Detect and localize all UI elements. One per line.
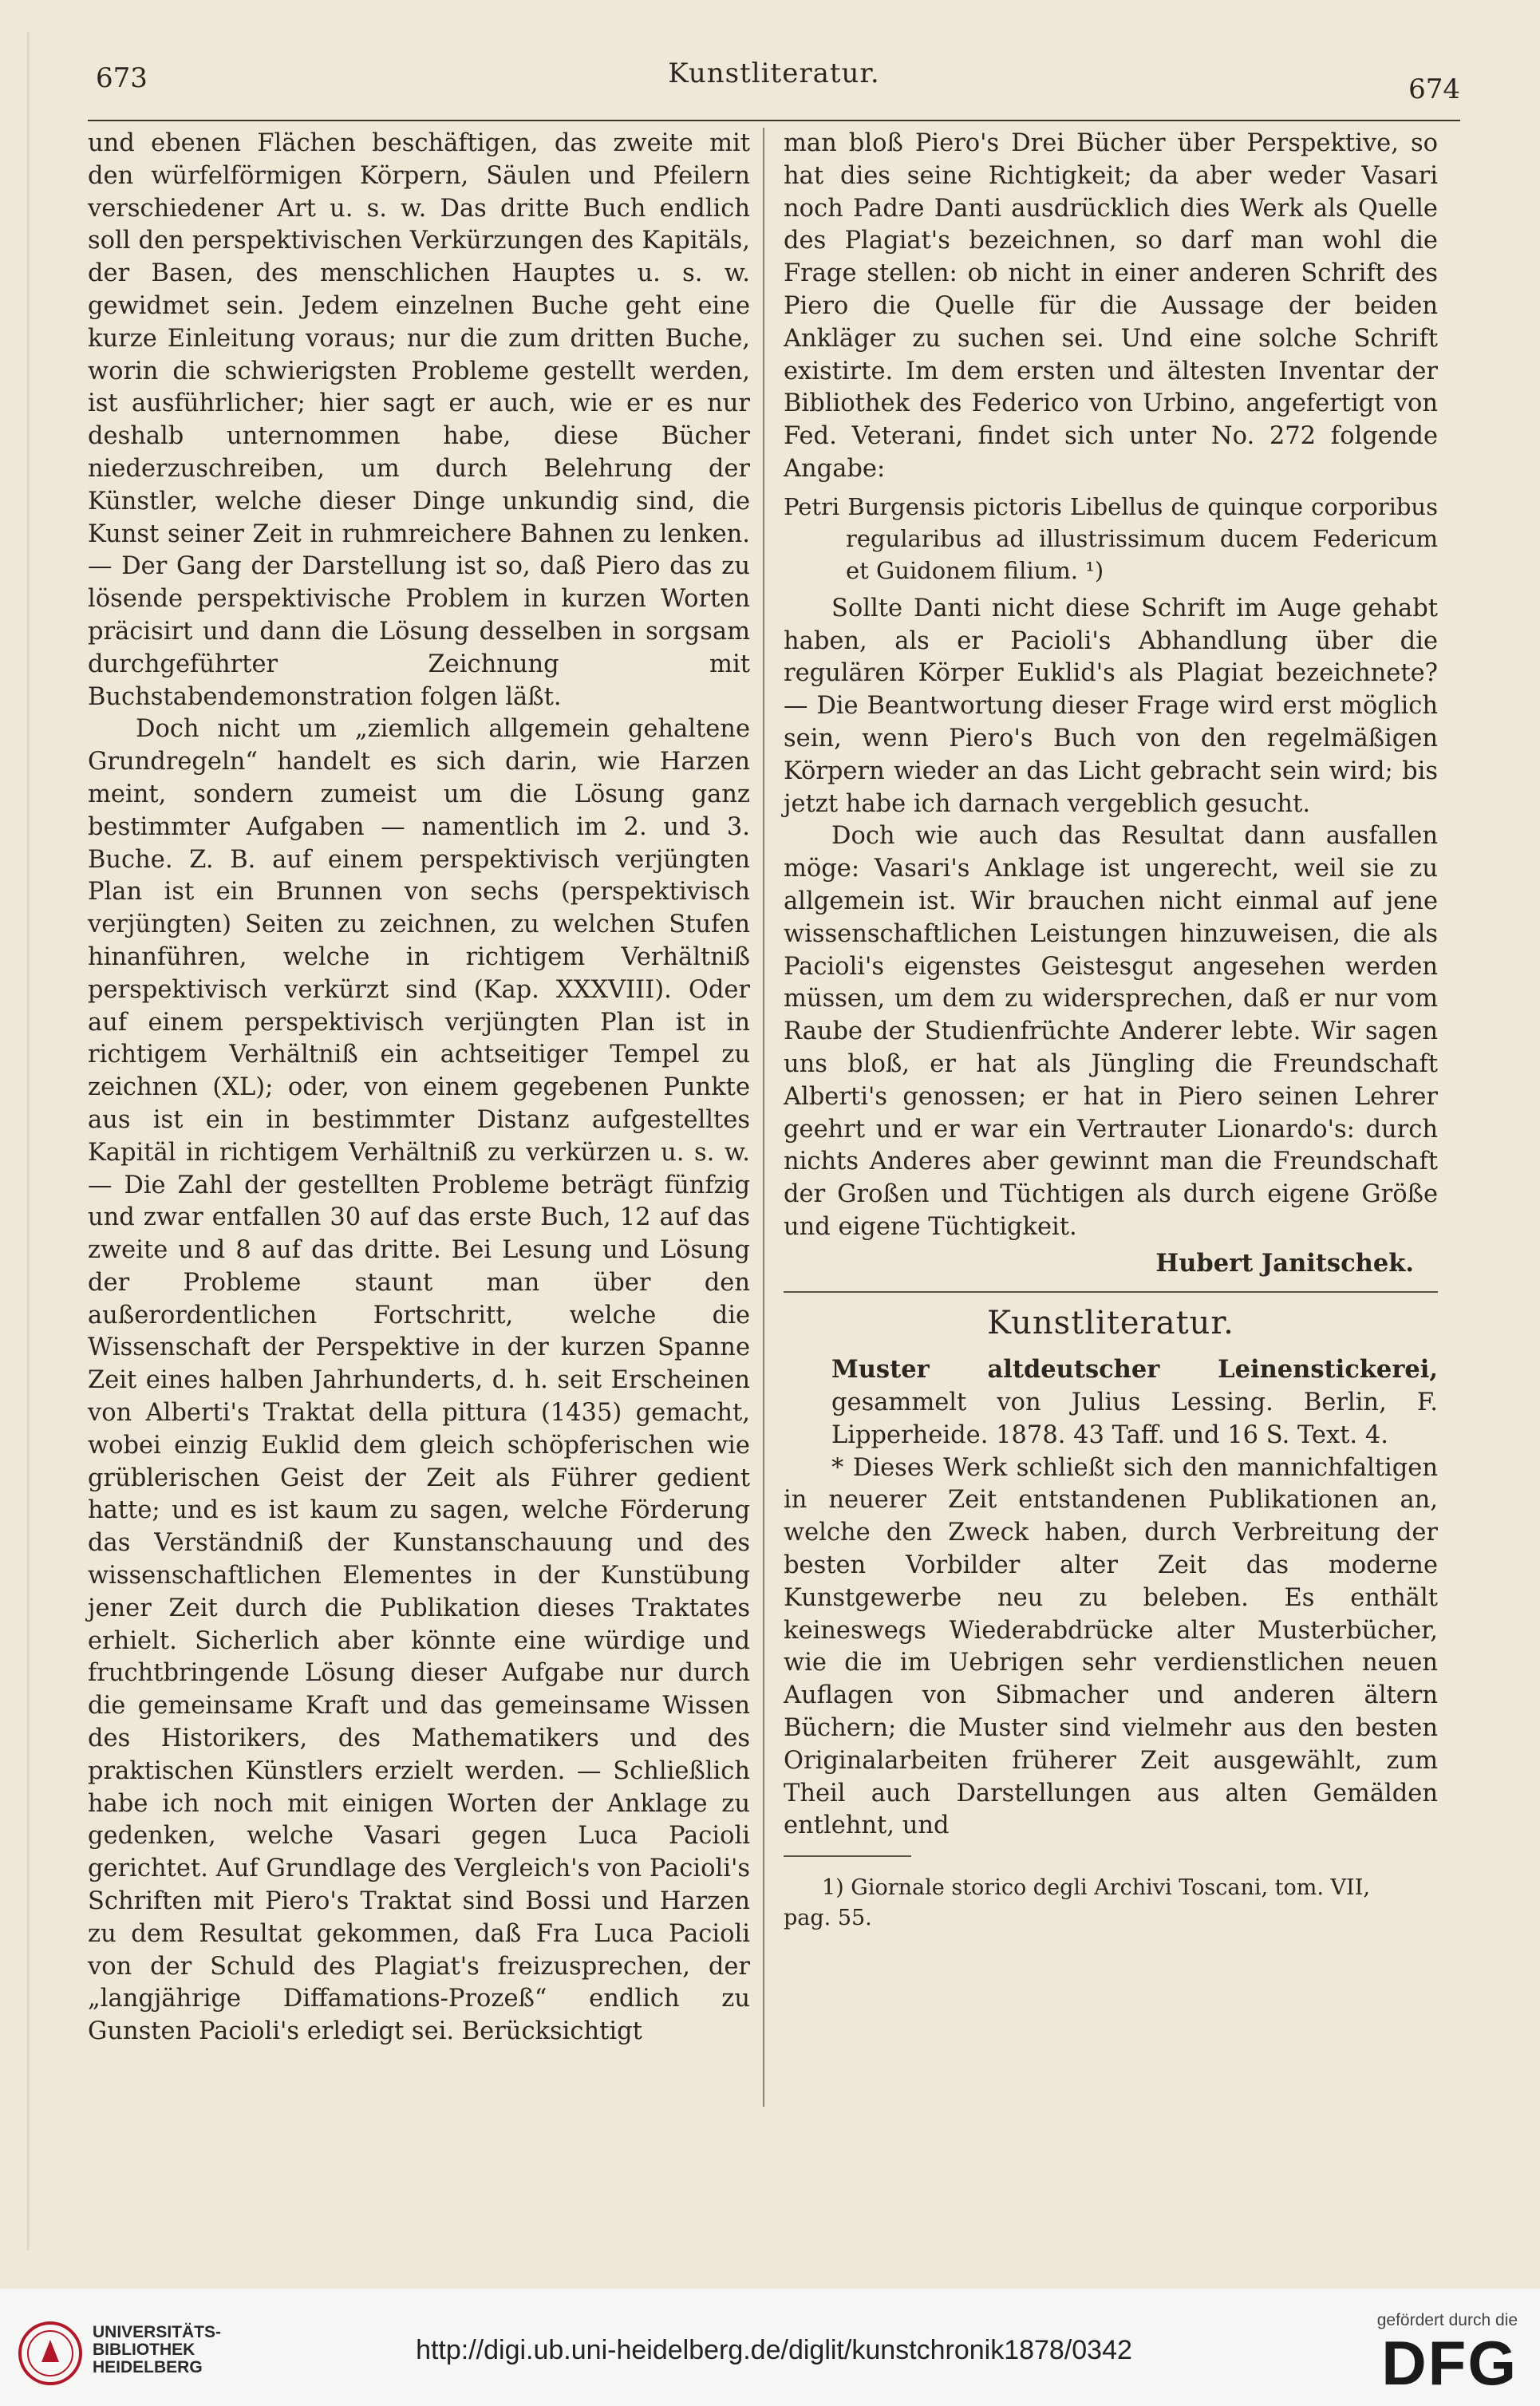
left-paragraph-2: Doch nicht um „ziemlich allgemein gehaltene Grundregeln“ handelt es sich darin, wie Harzen meint, sondern zumeist um die Lösung ganz bestimmter Aufgaben — namentlich im 2. und 3. Buche. Z. B. auf einem perspektivisch verjüngten Plan ist ein Brunnen von sechs (perspektivisch verjüngten) Seiten zu zeichnen, zu welchen Stufen hinanführen, welche in richtigem Verhältniß perspektivisch verkürzt sind (Kap. XXXVIII). Oder auf einem perspektivisch verjüngten Plan ist in richtigem Verhältniß ein achtseitiger Tempel zu zeichnen (XL); oder, von einem gegebenen Punkte aus ist ein in bestimmter Distanz aufgestelltes Kapitäl in richtigem Verhältniß zu verkürzen u. s. w. — Die Zahl der gestellten Probleme beträgt fünfzig und zwar entfallen 30 auf das erste Buch, 12 auf das zweite und 8 auf das dritte. Bei Lesung und Lösung der Probleme staunt man über den außerordentlichen Fortschritt, welche die Wissenschaft der Perspektive in der kurzen Spanne Zeit eines halben Jahrhunderts, d. h. seit Erscheinen von Alberti's Traktat della pittura (1435) gemacht, wobei einzig Euklid dem gleich schöpferischen wie grüblerischen Geist der Zeit als Führer gedient hatte; und es ist kaum zu sagen, welche Förderung das Verständniß der Kunstanschauung und des wissenschaftlichen Elementes in der Kunstübung jener Zeit durch die Publikation dieses Traktates erhielt. Sicherlich aber könnte eine würdige und fruchtbringende Lösung dieser Aufgabe nur durch die gemeinsame Kraft und das gemeinsame Wissen des Historikers, des Mathematikers und des praktischen Künstlers erzielt werden. — Schließlich habe ich noch mit einigen Worten der Anklage zu gedenken, welche Vasari gegen Luca Pacioli gerichtet. Auf Grundlage des Vergleich's von Pacioli's Schriften mit Piero's Traktat sind Bossi und Harzen zu dem Resultat gekommen, daß Fra Luca Pacioli von der Schuld des Plagiat's freizusprechen, der „langjährige Diffamations-Prozeß“ endlich zu Gunsten Pacioli's erledigt sei. Berücksichtigt: [88, 715, 750, 2046]
header-rule: [88, 120, 1460, 121]
right-paragraph-2: Sollte Danti nicht diese Schrift im Auge gehabt haben, als er Pacioli's Abhandlung über die regulären Körper Euklid's als Plagiat bezeichnete? — Die Beantwortung dieser Frage wird erst möglich sein, wenn Piero's Buch von den regelmäßigen Körpern wieder an das Licht gebracht sein wird; bis jetzt habe ich darnach vergeblich gesucht.: [784, 594, 1438, 818]
left-page-number: 673: [96, 62, 148, 94]
footnote-line-2: pag. 55.: [784, 1906, 872, 1931]
section-rule: [784, 1291, 1438, 1293]
right-paragraph-1: man bloß Piero's Drei Bücher über Perspektive, so hat dies seine Richtigkeit; da aber weder Vasari noch Padre Danti ausdrücklich dies Werk als Quelle des Plagiat's bezeichnen, so darf man wohl die Frage stellen: ob nicht in einer anderen Schrift des Piero die Quelle für die Aussage der beiden Ankläger zu suchen sei. Und eine solche Schrift existirte. Im dem ersten und ältesten Inventar der Bibliothek des Federico von Urbino, angefertigt von Fed. Veterani, findet sich unter No. 272 folgende Angabe:: [784, 129, 1438, 483]
footnote: [784, 1873, 1438, 1934]
right-page-number: 674: [1408, 73, 1460, 105]
running-title: Kunstliteratur.: [668, 57, 880, 89]
page-edge-shadow: [27, 32, 30, 2250]
review-heading: [784, 1353, 1438, 1452]
institution-name: UNIVERSITÄTS- BIBLIOTHEK HEIDELBERG: [93, 2323, 222, 2376]
digital-library-footer: [0, 2289, 1540, 2406]
dfg-logo-icon: DFG: [1381, 2328, 1518, 2398]
column-divider: [763, 128, 764, 2107]
footnote-line-1: 1) Giornale storico degli Archivi Toscani, tom. VII,: [822, 1875, 1370, 1901]
review-title: Muster altdeutscher Leinenstickerei,: [831, 1355, 1438, 1385]
funding-text: gefördert durch die: [1376, 2311, 1518, 2329]
section-title: Kunstliteratur.: [987, 1304, 1234, 1341]
permalink-url[interactable]: http://digi.ub.uni-heidelberg.de/diglit/kunstchronik1878/0342: [416, 2335, 1132, 2365]
right-column: [784, 128, 1438, 1934]
page-header: [88, 48, 1460, 104]
funding-block: [1326, 2311, 1518, 2396]
author-signature: Hubert Janitschek.: [1155, 1248, 1414, 1278]
footnote-rule: [784, 1855, 911, 1857]
right-paragraph-3: Doch wie auch das Resultat dann ausfallen möge: Vasari's Anklage ist ungerecht, weil sie zu allgemein ist. Wir brauchen nicht einmal auf jene wissenschaftlichen Leistungen hinzuweisen, die als Pacioli's eigenstes Geistesgut angesehen werden müssen, um dem zu widersprechen, daß er nur vom Raube der Studienfrüchte Anderer lebte. Wir sagen uns bloß, er hat als Jüngling die Freundschaft Alberti's genossen; er hat in Piero seinen Lehrer geehrt und er war ein Vertrauter Lionardo's: durch nichts Anderes aber gewinnt man die Freundschaft der Großen und Tüchtigen als durch eigene Größe und eigene Tüchtigkeit.: [784, 822, 1438, 1241]
review-meta: gesammelt von Julius Lessing. Berlin, F. Lipperheide. 1878. 43 Taff. und 16 S. Text. 4.: [831, 1389, 1438, 1449]
heidelberg-university-seal-icon: [18, 2321, 83, 2386]
review-body: * Dieses Werk schließt sich den mannichfaltigen in neuerer Zeit entstandenen Publikationen an, welche den Zweck haben, durch Verbreitung der besten Vorbilder alter Zeit das moderne Kunstgewerbe neu zu beleben. Es enthält keineswegs Wiederabdrücke alter Musterbücher, wie die im Uebrigen sehr verdienstlichen neuen Auflagen von Sibmacher und anderen ältern Büchern; die Muster sind vielmehr aus den besten Originalarbeiten früherer Zeit ausgewählt, zum Theil auch Darstellungen aus alten Gemälden entlehnt, und: [784, 1453, 1438, 1840]
inventory-quote: Petri Burgensis pictoris Libellus de quinque corporibus regularibus ad illustrissimum ducem Federicum et Guidonem filium. ¹): [784, 492, 1438, 584]
left-column: [88, 128, 750, 2048]
left-paragraph-1: und ebenen Flächen beschäftigen, das zweite mit den würfelförmigen Körpern, Säulen und Pfeilern verschiedener Art u. s. w. Das dritte Buch endlich soll den perspektivischen Verkürzungen des Kapitäls, der Basen, des menschlichen Hauptes u. s. w. gewidmet sein. Jedem einzelnen Buche geht eine kurze Einleitung voraus; nur die zum dritten Buche, worin die schwierigsten Probleme gestellt werden, ist ausführlicher; hier sagt er auch, wie er es nur deshalb unternommen habe, diese Bücher niederzuschreiben, um durch Belehrung der Künstler, welche dieser Dinge unkundig sind, die Kunst seiner Zeit in ruhmreichere Bahnen zu lenken. — Der Gang der Darstellung ist so, daß Piero das zu lösende perspektivische Problem in kurzen Worten präcisirt und dann die Lösung desselben in sorgsam durchgeführter Zeichnung mit Buchstabendemonstration folgen läßt.: [88, 129, 750, 711]
